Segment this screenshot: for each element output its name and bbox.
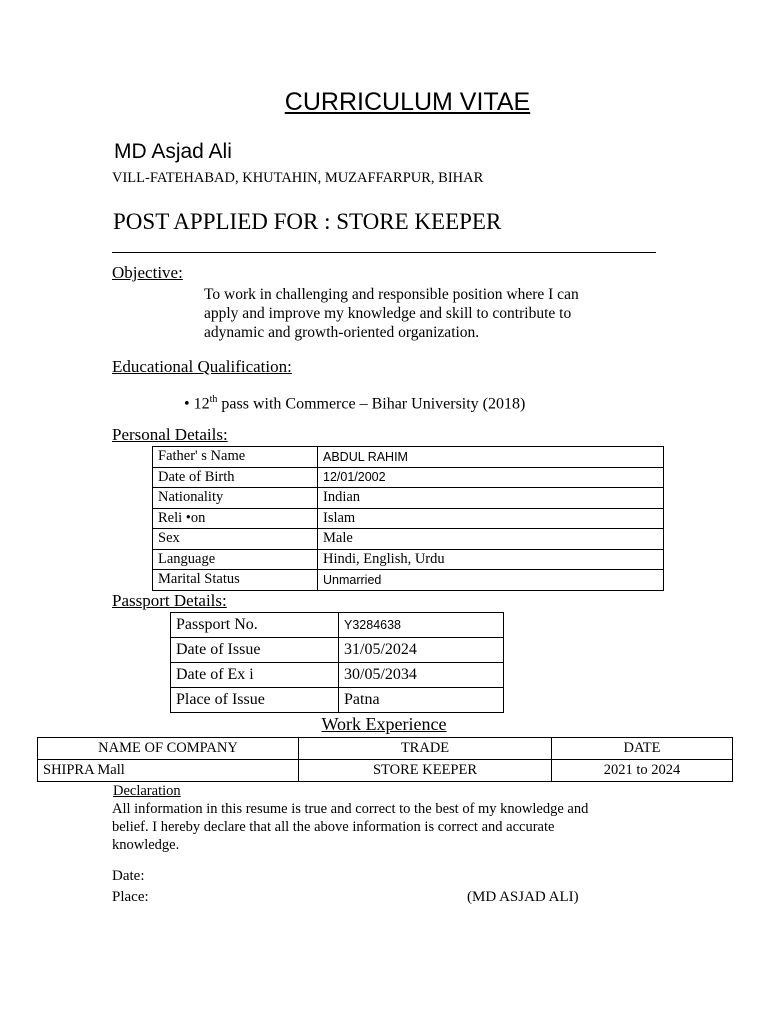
personal-details-table <box>152 446 664 591</box>
trade-cell: STORE KEEPER <box>299 760 552 782</box>
education-number: 12 <box>193 395 210 413</box>
objective-line: apply and improve my knowledge and skill to contribute to <box>204 305 572 322</box>
objective-line: To work in challenging and responsible position where I can <box>204 286 579 303</box>
row-value: Indian <box>318 488 664 509</box>
date-label: Date: <box>112 868 145 884</box>
declaration-line: knowledge. <box>112 837 180 853</box>
row-value: ABDUL RAHIM <box>318 447 664 468</box>
row-label: Date of Birth <box>153 467 318 488</box>
row-value: Islam <box>318 508 664 529</box>
row-value: 31/05/2024 <box>339 638 504 663</box>
signature-name: (MD ASJAD ALI) <box>467 889 579 905</box>
date-cell: 2021 to 2024 <box>552 760 733 782</box>
table-row <box>171 638 504 663</box>
candidate-name: MD Asjad Ali <box>114 140 232 163</box>
bullet: • <box>184 395 190 413</box>
table-row <box>171 688 504 713</box>
row-label: Father' s Name <box>153 447 318 468</box>
education-text: pass with Commerce – Bihar University (2018) <box>217 395 526 413</box>
row-value: Male <box>318 529 664 550</box>
table-row <box>153 529 664 550</box>
declaration-text <box>112 800 632 854</box>
table-row <box>153 488 664 509</box>
passport-heading: Passport Details: <box>112 591 227 610</box>
place-label: Place: <box>112 889 149 905</box>
candidate-address: VILL-FATEHABAD, KHUTAHIN, MUZAFFARPUR, BIHAR <box>112 170 484 186</box>
column-header: DATE <box>552 738 733 760</box>
objective-text <box>204 285 624 342</box>
table-row <box>171 663 504 688</box>
table-row <box>171 613 504 638</box>
table-row <box>153 467 664 488</box>
row-value: Hindi, English, Urdu <box>318 549 664 570</box>
education-superscript: th <box>209 394 218 405</box>
education-heading: Educational Qualification: <box>112 357 292 376</box>
row-value: Unmarried <box>318 570 664 591</box>
education-item <box>184 394 525 413</box>
row-value: Patna <box>339 688 504 713</box>
work-experience-table <box>37 737 733 782</box>
declaration-heading: Declaration <box>113 783 181 799</box>
row-label: Nationality <box>153 488 318 509</box>
objective-line: adynamic and growth-oriented organization. <box>204 324 480 341</box>
row-label: Date of Ex i <box>171 663 339 688</box>
passport-details-table <box>170 612 504 713</box>
table-row <box>153 447 664 468</box>
row-value: 12/01/2002 <box>318 467 664 488</box>
row-label: Reli •on <box>153 508 318 529</box>
column-header: TRADE <box>299 738 552 760</box>
objective-heading: Objective: <box>112 263 183 282</box>
divider-line <box>112 252 656 253</box>
table-row <box>38 760 733 782</box>
table-row <box>153 570 664 591</box>
row-label: Passport No. <box>171 613 339 638</box>
table-row <box>153 508 664 529</box>
row-label: Place of Issue <box>171 688 339 713</box>
personal-heading: Personal Details: <box>112 425 228 444</box>
row-label: Date of Issue <box>171 638 339 663</box>
row-value: Y3284638 <box>339 613 504 638</box>
row-label: Language <box>153 549 318 570</box>
row-value: 30/05/2034 <box>339 663 504 688</box>
table-row <box>153 549 664 570</box>
row-label: Sex <box>153 529 318 550</box>
post-applied: POST APPLIED FOR : STORE KEEPER <box>113 209 502 234</box>
column-header: NAME OF COMPANY <box>38 738 299 760</box>
company-cell: SHIPRA Mall <box>38 760 299 782</box>
work-experience-heading: Work Experience <box>321 714 447 734</box>
document-title: CURRICULUM VITAE <box>284 88 531 116</box>
declaration-line: All information in this resume is true and correct to the best of my knowledge and <box>112 801 589 817</box>
declaration-line: belief. I hereby declare that all the above information is correct and accurate <box>112 819 555 835</box>
row-label: Marital Status <box>153 570 318 591</box>
table-header-row <box>38 738 733 760</box>
